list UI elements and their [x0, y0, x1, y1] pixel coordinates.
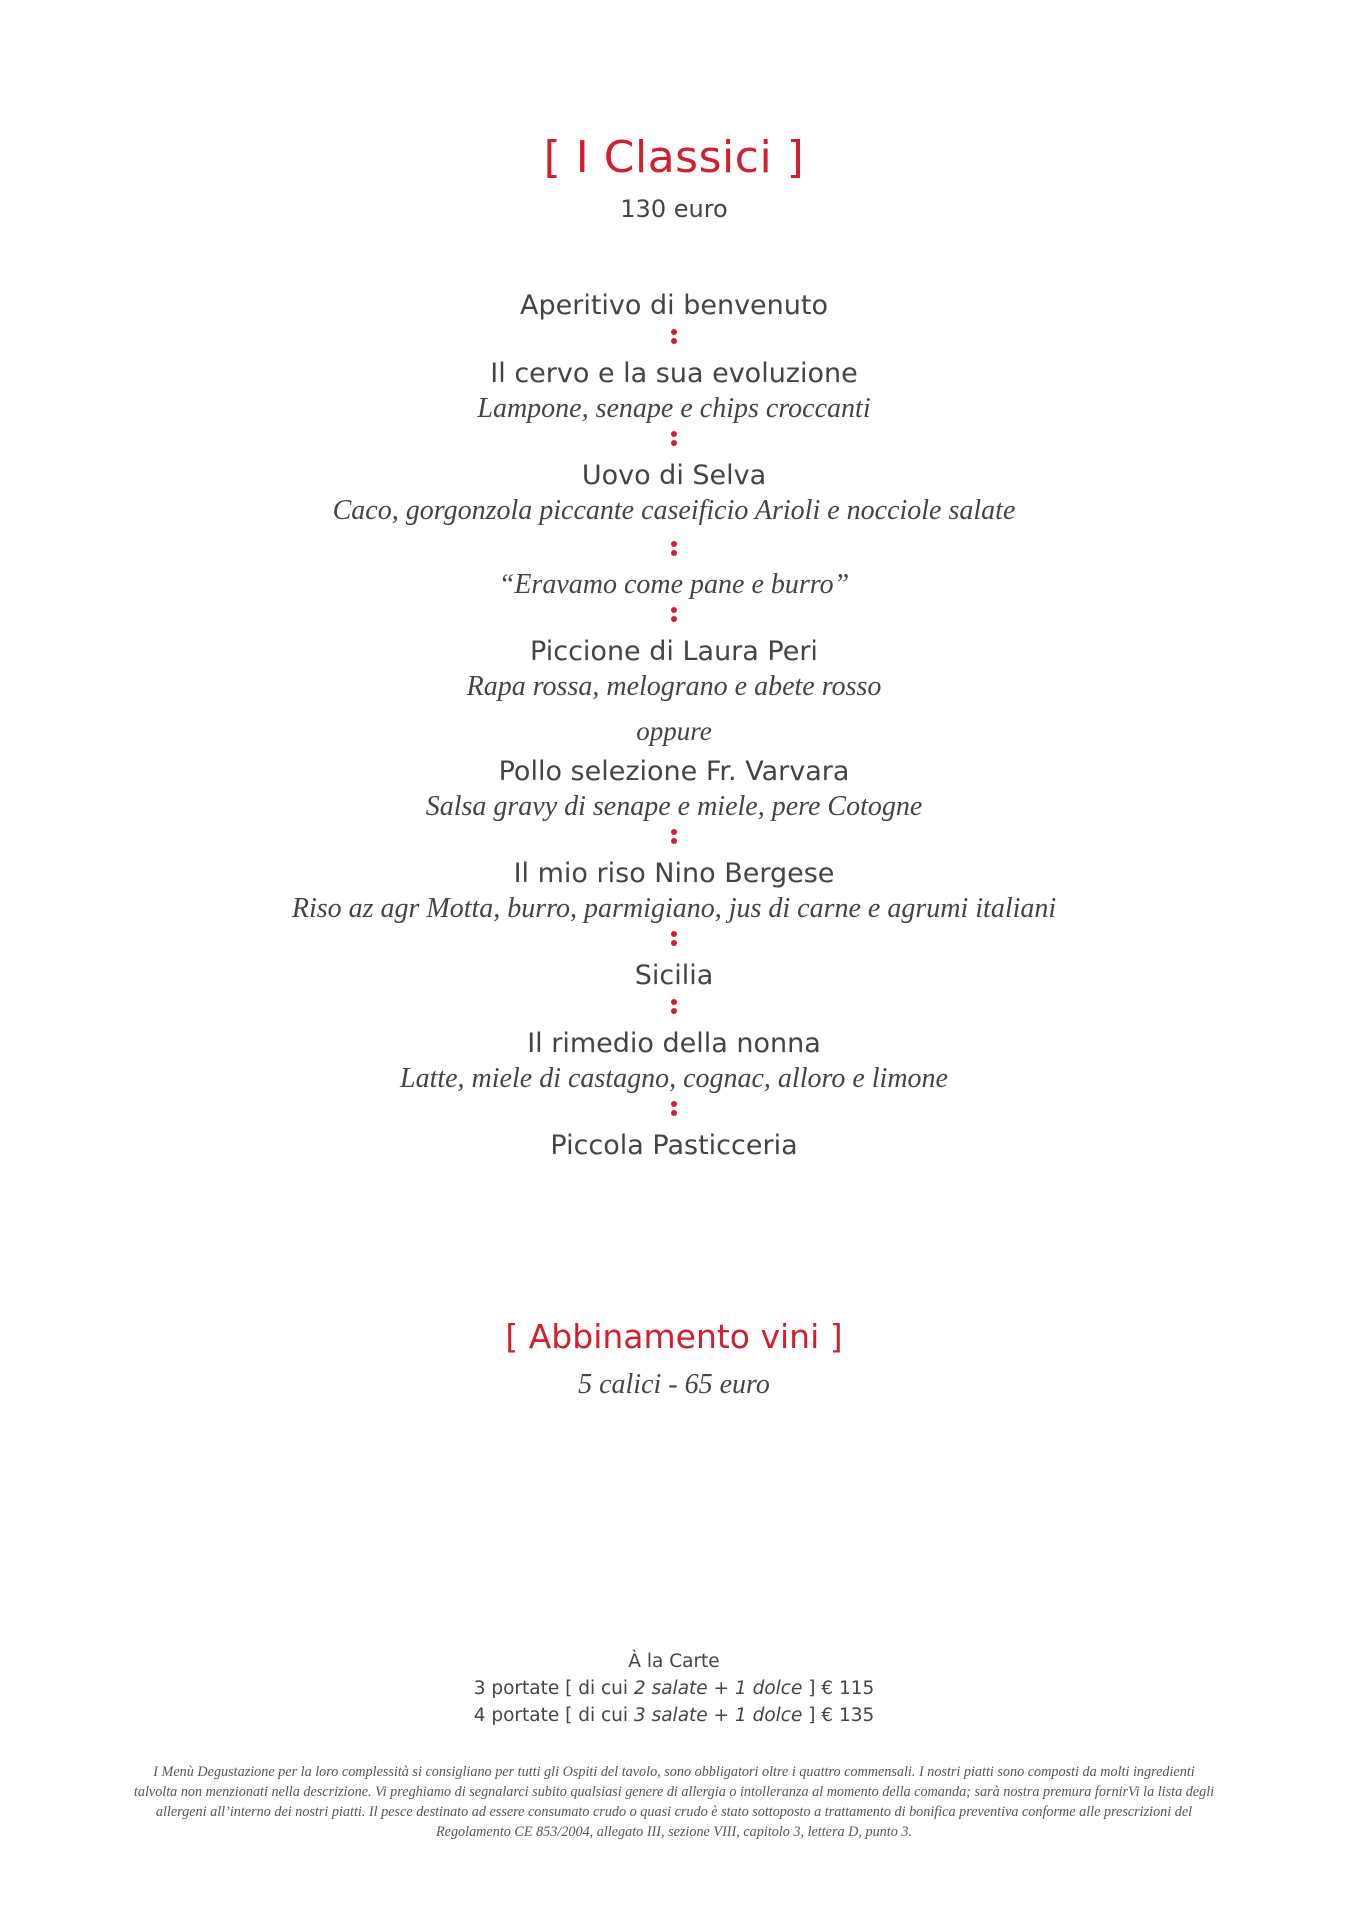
course-item [0, 1128, 1348, 1164]
course-item [0, 958, 1348, 994]
menu-title: [ I Classici ] [543, 132, 805, 183]
course-description: Salsa gravy di senape e miele, pere Cotogne [425, 791, 923, 822]
course-name: Il rimedio della nonna [527, 1028, 821, 1059]
separator-dots-icon [671, 930, 677, 952]
disclaimer-text: I Menù Degustazione per la loro complessità si consigliano per tutti gli Ospiti del tavolo, sono obbligatori oltre i quattro commensali. I nostri piatti sono composti da molti ingredienti talvolta non menzionati nella descrizione. Vi preghiamo di segnalarci subito qualsiasi genere di allergia o intolleranza al momento della comanda; sarà nostra premura fornirVi la lista degli allergeni all’interno dei nostri piatti. Il pesce destinato ad essere consumato crudo o quasi crudo è stato sottoposto a trattamento di bonifica preventiva conforme alle prescrizioni del Regolamento CE 853/2004, allegato III, sezione VIII, capitolo 3, lettera D, punto 3. [133, 1764, 1215, 1840]
course-name: Aperitivo di benvenuto [520, 290, 828, 321]
menu-price: 130 euro [620, 195, 728, 223]
course-description: “Eravamo come pane e burro” [498, 569, 850, 600]
separator-dots-icon [671, 1100, 677, 1122]
option-price: ] € 115 [802, 1678, 875, 1699]
course-item [0, 356, 1348, 426]
separator-dots-icon [671, 540, 677, 562]
separator-dots-icon [671, 998, 677, 1020]
course-name: Uovo di Selva [581, 460, 767, 491]
separator-dots-icon [671, 606, 677, 628]
separator-dots-icon [671, 828, 677, 850]
course-name: Pollo selezione Fr. Varvara [498, 756, 850, 787]
course-name: Il cervo e la sua evoluzione [490, 358, 858, 389]
course-list [0, 288, 1348, 1164]
course-name: Il mio riso Nino Bergese [513, 858, 835, 889]
course-name: Piccione di Laura Peri [530, 636, 818, 667]
wine-pairing-price: 5 calici - 65 euro [578, 1369, 770, 1400]
course-item [0, 288, 1348, 324]
wine-pairing-title: [ Abbinamento vini ] [505, 1317, 843, 1356]
option-text: 3 portate [ di cui [473, 1678, 634, 1699]
course-description: Lampone, senape e chips croccanti [477, 393, 871, 424]
course-name: Sicilia [634, 960, 714, 991]
course-item [0, 634, 1348, 704]
option-price: ] € 135 [802, 1705, 875, 1726]
course-item [0, 754, 1348, 824]
alternative-label: oppure [636, 716, 712, 746]
course-item [0, 458, 1348, 528]
course-item [0, 856, 1348, 926]
option-text: 4 portate [ di cui [473, 1705, 634, 1726]
course-item [0, 1026, 1348, 1096]
course-name: Piccola Pasticceria [550, 1130, 798, 1161]
option-detail: 2 salate + 1 dolce [633, 1678, 803, 1699]
a-la-carte-option [0, 1702, 1348, 1729]
a-la-carte-title: À la Carte [628, 1651, 720, 1672]
a-la-carte [0, 1648, 1348, 1729]
option-detail: 3 salate + 1 dolce [633, 1705, 803, 1726]
course-item [0, 568, 1348, 602]
course-description: Rapa rossa, melograno e abete rosso [466, 671, 882, 702]
course-description: Latte, miele di castagno, cognac, alloro e limone [400, 1063, 948, 1094]
separator-dots-icon [671, 328, 677, 350]
a-la-carte-option [0, 1675, 1348, 1702]
course-description: Riso az agr Motta, burro, parmigiano, jus di carne e agrumi italiani [291, 893, 1057, 924]
separator-dots-icon [671, 430, 677, 452]
course-description: Caco, gorgonzola piccante caseificio Arioli e nocciole salate [332, 495, 1016, 526]
